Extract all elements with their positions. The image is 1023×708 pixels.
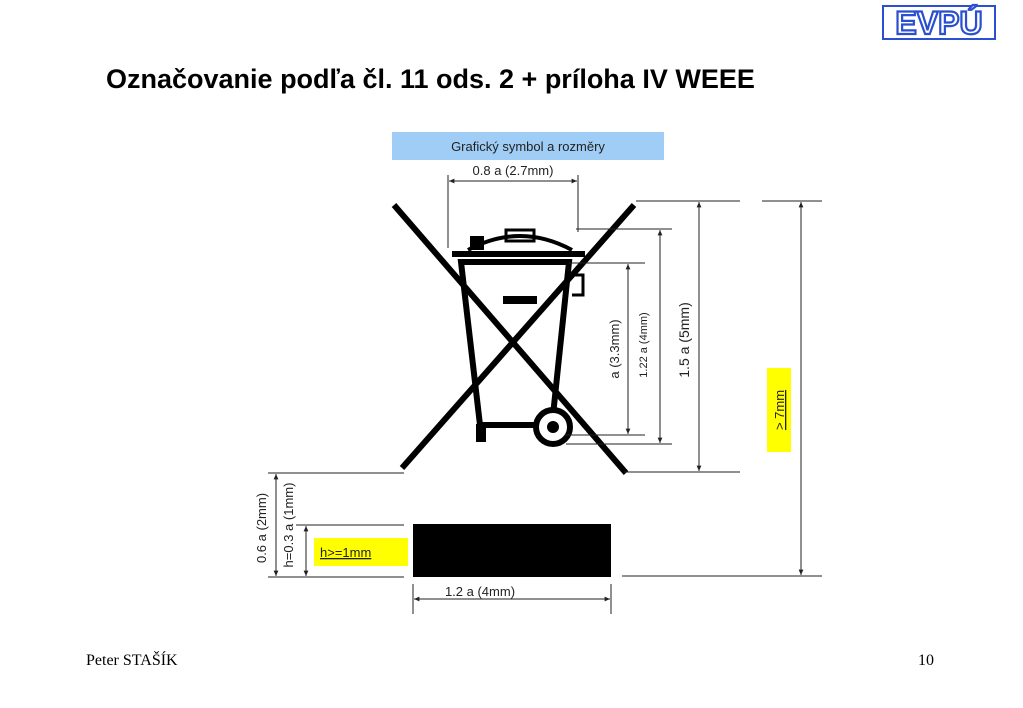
dimension-122a-label: 1.22 a (4mm) bbox=[638, 312, 650, 378]
dimension-min-height bbox=[622, 201, 822, 576]
dimension-a-label: a (3.3mm) bbox=[607, 319, 622, 379]
logo-text: EVPÚ bbox=[895, 5, 983, 41]
dimension-06a-label: 0.6 a (2mm) bbox=[254, 492, 269, 564]
header-label: Grafický symbol a rozměry bbox=[451, 139, 605, 154]
dimension-a bbox=[565, 263, 645, 435]
dimension-min-height-label: > 7mm bbox=[772, 389, 787, 431]
crossed-bin-icon bbox=[394, 205, 634, 473]
dimension-hmin-label: h>=1mm bbox=[320, 545, 372, 560]
dimension-h-label: h=0.3 a (1mm) bbox=[281, 482, 296, 568]
dimension-15a-label: 1.5 a (5mm) bbox=[676, 302, 692, 378]
page-title: Označovanie podľa čl. 11 ods. 2 + príloha IV WEEE bbox=[106, 64, 755, 94]
page-number: 10 bbox=[918, 652, 934, 669]
dimension-top-width-label: 0.8 a (2.7mm) bbox=[472, 163, 554, 178]
dimension-bar-width-label: 1.2 a (4mm) bbox=[444, 584, 516, 599]
black-bar bbox=[413, 524, 611, 577]
footer-author: Peter STAŠÍK bbox=[86, 652, 178, 669]
